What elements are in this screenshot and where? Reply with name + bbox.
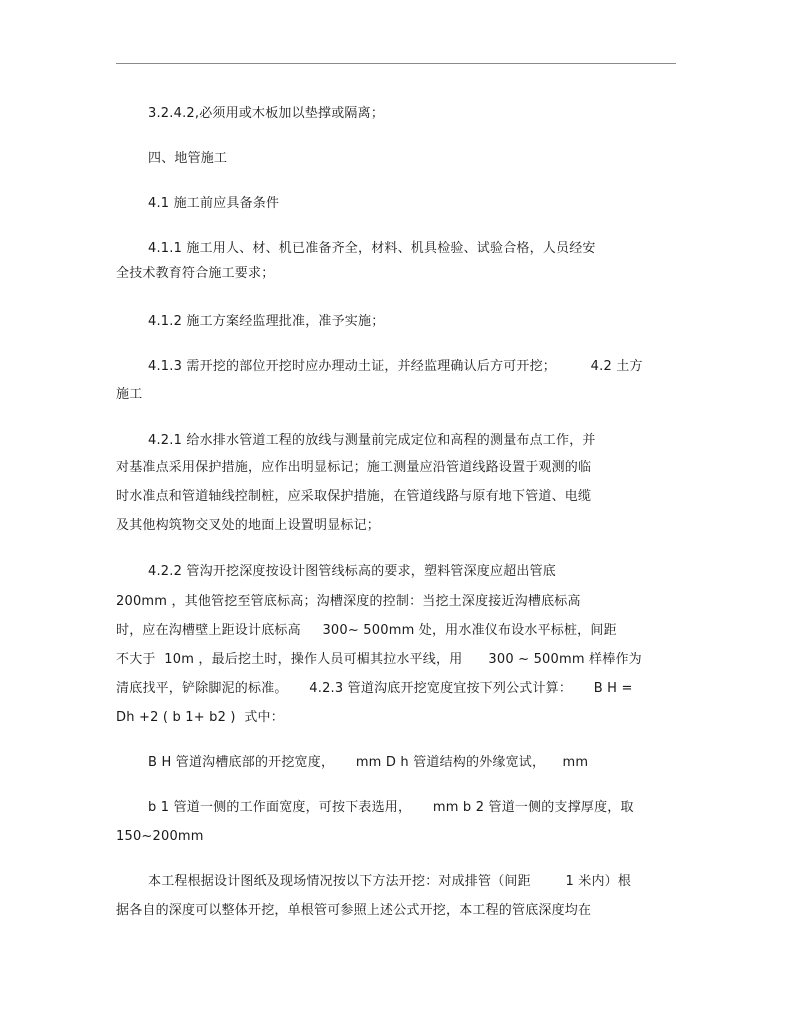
text-line: 4.1.1 施工用人、材、机已准备齐全，材料、机具检验、试验合格，人员经安 (148, 241, 596, 256)
header-rule (116, 63, 676, 64)
text-line: 时，应在沟槽壁上距设计底标高 300~ 500mm 处，用水准仪布设水平标桩，间距 (116, 623, 617, 638)
text-line: 不大于 10m ，最后挖土时，操作人员可楣其拉水平线，用 300 ~ 500mm 样棒作为 (116, 652, 642, 667)
text-line: 施工 (116, 387, 143, 402)
text-line: 4.2.2 管沟开挖深度按设计图管线标高的要求，塑料管深度应超出管底 (148, 564, 557, 579)
text-line: 4.2.1 给水排水管道工程的放线与测量前完成定位和高程的测量布点工作，并 (148, 433, 596, 448)
text-line: 对基准点采用保护措施，应作出明显标记；施工测量应沿管道线路设置于观测的临 (116, 460, 592, 475)
text-line: 本工程根据设计图纸及现场情况按以下方法开挖：对成排管（间距 1 米内）根 (148, 874, 632, 889)
text-line: 清底找平，铲除脚泥的标准。 4.2.3 管道沟底开挖宽度宜按下列公式计算： B H = (116, 681, 633, 696)
section-heading: 四、地管施工 (148, 151, 228, 166)
text-line: b 1 管道一侧的工作面宽度，可按下表选用， mm b 2 管道一侧的支撑厚度，取 (148, 800, 634, 815)
text-line: 全技术教育符合施工要求； (116, 266, 275, 281)
text-line: Dh +2 ( b 1+ b2 ) 式中： (116, 710, 284, 725)
text-line: 4.1.3 需开挖的部位开挖时应办理动土证，并经监理确认后方可开挖； 4.2 土方 (148, 359, 643, 374)
subsection-heading: 4.1 施工前应具备条件 (148, 196, 280, 211)
text-line: 200mm ，其他管挖至管底标高；沟槽深度的控制：当挖土深度接近沟槽底标高 (116, 594, 581, 609)
text-line: B H 管道沟槽底部的开挖宽度， mm D h 管道结构的外缘宽试， mm (148, 755, 589, 770)
text-line: 据各自的深度可以整体开挖，单根管可参照上述公式开挖，本工程的管底深度均在 (116, 903, 592, 918)
text-line: 及其他构筑物交叉处的地面上设置明显标记； (116, 518, 381, 533)
text-line: 3.2.4.2,必须用或木板加以垫撑或隔离； (148, 106, 385, 121)
text-line: 4.1.2 施工方案经监理批准，准予实施； (148, 314, 385, 329)
text-line: 时水准点和管道轴线控制桩，应采取保护措施，在管道线路与原有地下管道、电缆 (116, 489, 592, 504)
text-line: 150~200mm (116, 829, 204, 844)
